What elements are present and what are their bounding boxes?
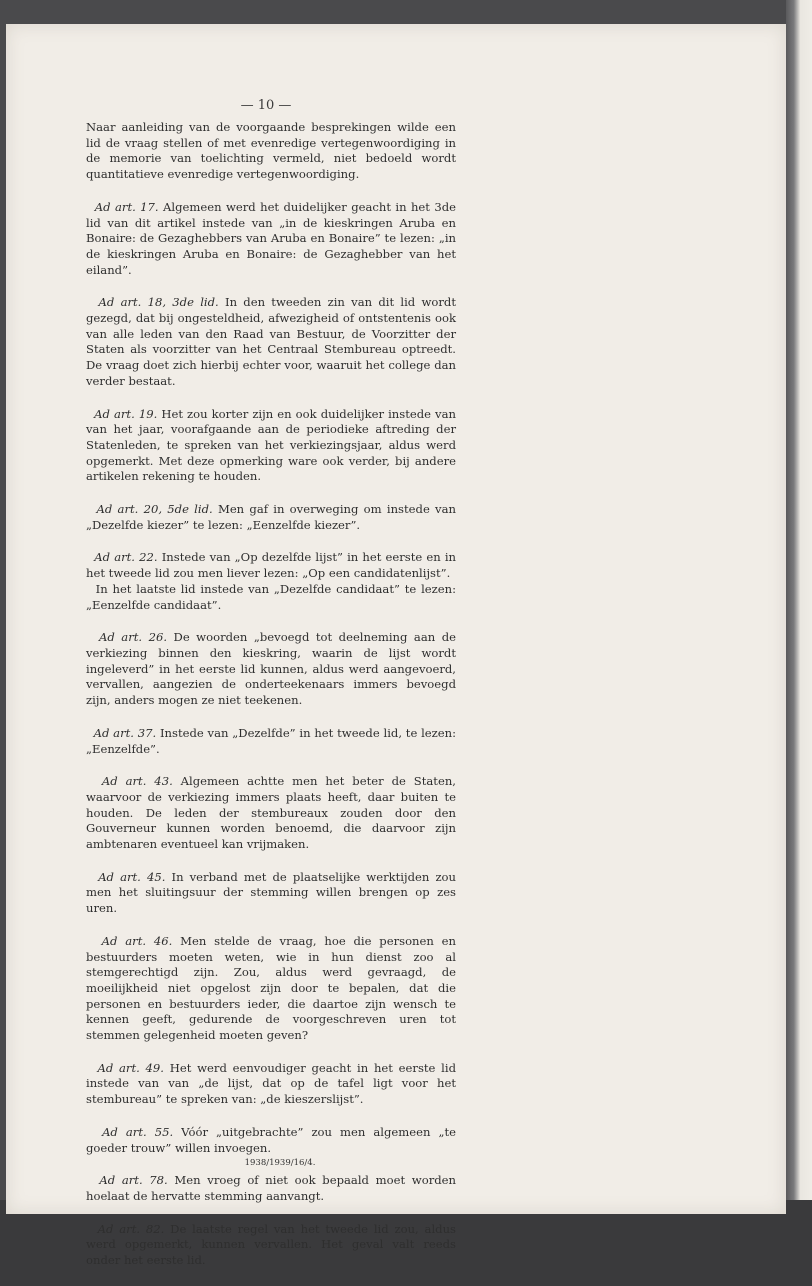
article-text: In verband met de plaatselijke werktijden zou men het sluitingsuur der stemming willen brengen op zes uren. <box>86 869 456 916</box>
article-paragraph <box>86 726 456 757</box>
article-paragraph <box>86 1061 456 1108</box>
article-text: Instede van „Dezelfde” in het tweede lid, te lezen: „Eenzelfde”. <box>86 725 457 756</box>
article-paragraph <box>86 934 456 1044</box>
article-paragraph <box>86 200 456 279</box>
intro-paragraph: Naar aanleiding van de voorgaande besprekingen wilde een lid de vraag stellen of met evenredige vertegenwoordiging in de memorie van toelichting vermeld, niet bedoeld wordt quantitatieve evenredige vertegenwoordiging. <box>86 120 456 182</box>
article-paragraph <box>86 550 456 613</box>
document-body <box>86 120 456 1286</box>
article-paragraph <box>86 1222 456 1269</box>
article-paragraph <box>86 870 456 917</box>
article-reference: Ad art. 43. <box>101 774 173 789</box>
article-reference: Ad art. 49. <box>97 1060 164 1075</box>
document-code: 1938/1939/16/4. <box>244 1158 316 1168</box>
article-reference: Ad art. 20, 5de lid. <box>96 502 213 517</box>
article-paragraph <box>86 1125 456 1156</box>
article-text: Men gaf in overweging om instede van „Dezelfde kiezer” te lezen: „Eenzelfde kiezer”. <box>86 502 456 532</box>
article-reference: Ad art. 37. <box>93 725 157 740</box>
article-text: Het zou korter zijn en ook duidelijker instede van van het jaar, voorafgaande aan de periodieke aftreding der Statenleden, te spreken van het verkiezingsjaar, aldus werd opgemerkt. Met deze opmerking ware ook verder, bij andere artikelen rekening te houden. <box>86 406 456 484</box>
article-reference: Ad art. 55. <box>102 1124 174 1139</box>
article-text: Het werd eenvoudiger geacht in het eerste lid instede van van „de lijst, dat op de tafel ligt voor het stembureau” te spreken van: „de kieszerslijst”. <box>86 1060 456 1107</box>
article-text-continued: In het laatste lid instede van „Dezelfde candidaat” te lezen: „Eenzelfde candidaat”. <box>86 581 456 612</box>
article-text: Men stelde de vraag, hoe die personen en bestuurders moeten weten, wie in hun dienst zoo al stemgerechtigd zijn. Zou, aldus werd gevraagd, de moeilijkheid niet opgelost zijn door te bepalen, dat die personen en bestuurders ieder, die daartoe zijn wensch te kennen geeft, gedurende de voorgeschreven uren tot stemmen gelegenheid moeten geven? <box>86 933 456 1043</box>
article-reference: Ad art. 45. <box>98 869 166 884</box>
article-text: Vóór „uitgebrachte” zou men algemeen „te goeder trouw” willen invoegen. <box>86 1124 457 1155</box>
article-reference: Ad art. 46. <box>101 933 173 948</box>
article-text: Algemeen achtte men het beter de Staten, waarvoor de verkiezing immers plaats heeft, daar buiten te houden. De leden der stembureaux zouden door den Gouverneur kunnen worden benoemd, die daarvoor zijn ambtenaren eventueel kan vrijmaken. <box>86 774 456 852</box>
article-paragraph <box>86 295 456 389</box>
article-reference: Ad art. 22. <box>94 550 158 565</box>
page-number: — 10 — <box>240 98 292 113</box>
article-paragraph <box>86 774 456 853</box>
article-reference: Ad art. 17. <box>94 199 159 214</box>
article-text: Algemeen werd het duidelijker geacht in het 3de lid van dit artikel instede van „in de kieskringen Aruba en Bonaire: de Gezaghebbers van Aruba en Bonaire” te lezen: „in de kieskringen Aruba en Bonaire: de Gezaghebber van het eiland”. <box>86 199 457 277</box>
article-reference: Ad art. 78. <box>99 1173 168 1188</box>
article-text: Instede van „Op dezelfde lijst” in het eerste en in het tweede lid zou men liever lezen: „Op een candidatenlijst”. <box>86 550 456 581</box>
article-reference: Ad art. 19. <box>94 406 158 421</box>
article-reference: Ad art. 18, 3de lid. <box>98 295 219 310</box>
article-text: De woorden „bevoegd tot deelneming aan de verkiezing binnen den kieskring, waarin de lijst wordt ingeleverd” in het eerste lid kunnen, aldus werd aangevoerd, vervallen, aangezien de onderteekenaars immers bevoegd zijn, anders mogen ze niet teekenen. <box>86 630 457 708</box>
article-paragraph <box>86 407 456 486</box>
article-paragraph <box>86 502 456 533</box>
article-reference: Ad art. 82. <box>97 1221 165 1236</box>
article-paragraph <box>86 630 456 709</box>
article-text: Men vroeg of niet ook bepaald moet worden hoelaat de hervatte stemming aanvangt. <box>86 1173 457 1203</box>
article-reference: Ad art. 26. <box>99 630 168 645</box>
article-text: De laatste regel van het tweede lid zou, aldus werd opgemerkt, kunnen vervallen. Het geval valt reeds onder het eerste lid. <box>86 1221 457 1268</box>
page-edge <box>786 0 812 1200</box>
article-text: In den tweeden zin van dit lid wordt gezegd, dat bij ongesteldheid, afwezigheid of ontstentenis ook van alle leden van den Raad van Bestuur, de Voorzitter der Staten als voorzitter van het Centraal Stembureau optreedt. De vraag doet zich hierbij echter voor, waaruit het college dan verder bestaat. <box>86 295 456 388</box>
